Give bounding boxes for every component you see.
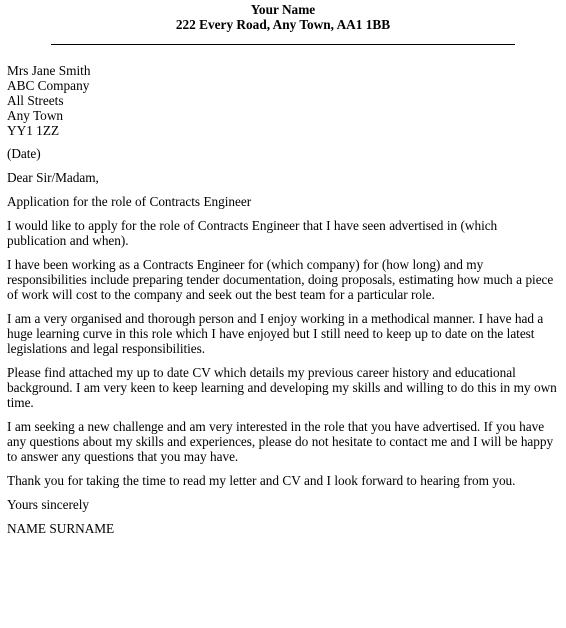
sender-name: Your Name xyxy=(250,2,316,17)
body-paragraph: I have been working as a Contracts Engineer for (which company) for (how long) and my responsibilities include preparing tender documentation, doing proposals, estimating how much a piece of work will cost to the company and seek out the best team for a particular role. xyxy=(7,257,554,302)
closing: Yours sincerely xyxy=(7,497,89,512)
signature: NAME SURNAME xyxy=(7,521,115,536)
subject-line: Application for the role of Contracts Engineer xyxy=(7,194,252,209)
letter-body xyxy=(7,63,559,536)
body-paragraph: I am a very organised and thorough person and I enjoy working in a methodical manner. I have had a huge learning curve in this role which I have enjoyed but I still need to keep up to date on the latest legislations and legal responsibilities. xyxy=(7,311,544,356)
recipient-line: Mrs Jane Smith xyxy=(7,63,91,78)
letter-date: (Date) xyxy=(7,146,41,161)
body-paragraph: I would like to apply for the role of Contracts Engineer that I have seen advertised in (which publication and when). xyxy=(7,218,498,248)
body-paragraph: Please find attached my up to date CV which details my previous career history and educational background. I am very keen to keep learning and developing my skills and willing to do this in my own time. xyxy=(7,365,557,410)
letter-header xyxy=(0,2,566,32)
body-paragraph: Thank you for taking the time to read my letter and CV and I look forward to hearing from you. xyxy=(7,473,516,488)
recipient-address xyxy=(7,63,559,138)
salutation: Dear Sir/Madam, xyxy=(7,170,99,185)
recipient-line: YY1 1ZZ xyxy=(7,123,60,138)
header-divider xyxy=(51,44,515,45)
sender-address: 222 Every Road, Any Town, AA1 1BB xyxy=(175,17,391,32)
recipient-line: All Streets xyxy=(7,93,64,108)
recipient-line: Any Town xyxy=(7,108,64,123)
body-paragraph: I am seeking a new challenge and am very interested in the role that you have advertised. If you have any questions about my skills and experiences, please do not hesitate to contact me and I will be happy to answer any questions that you may have. xyxy=(7,419,554,464)
recipient-line: ABC Company xyxy=(7,78,90,93)
